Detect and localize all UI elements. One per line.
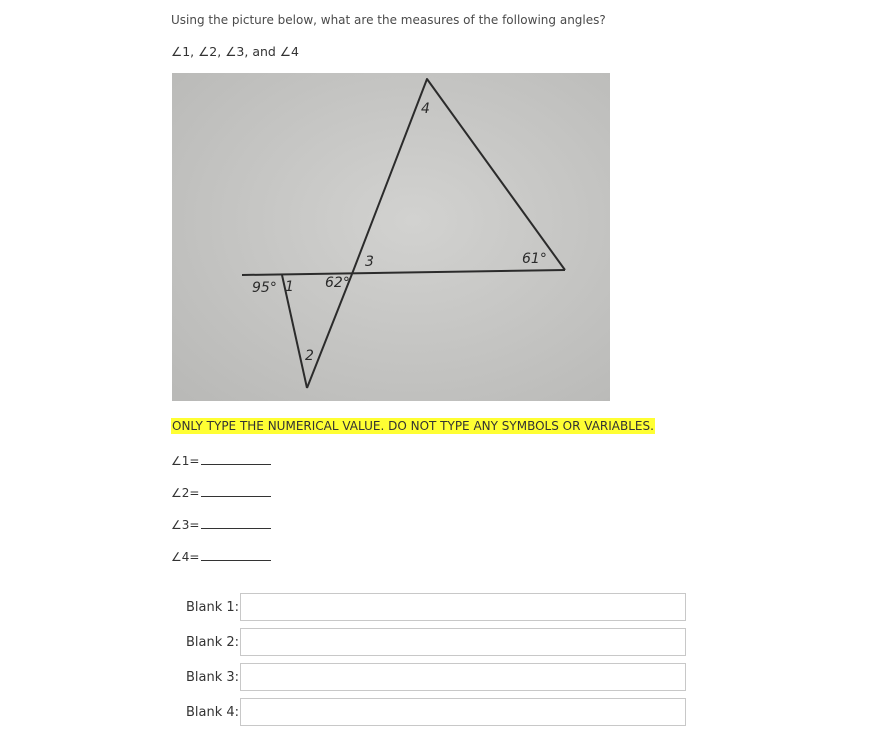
blank-label: Blank 2: bbox=[186, 635, 240, 650]
label-angle-3: 3 bbox=[365, 254, 374, 270]
blank-row-4 bbox=[186, 698, 688, 728]
blank-row-3 bbox=[186, 663, 688, 693]
blank-3-input[interactable] bbox=[240, 663, 686, 691]
answer-underline bbox=[201, 485, 271, 497]
figure-svg bbox=[172, 73, 610, 401]
answer-underline bbox=[201, 517, 271, 529]
blank-row-1 bbox=[186, 593, 688, 623]
blank-row-2 bbox=[186, 628, 688, 658]
blank-2-input[interactable] bbox=[240, 628, 686, 656]
question-prompt: Using the picture below, what are the measures of the following angles? bbox=[171, 13, 606, 27]
answer-underline bbox=[201, 549, 271, 561]
label-95: 95° bbox=[252, 280, 277, 296]
label-61: 61° bbox=[522, 251, 547, 267]
angle-prompt-4 bbox=[171, 549, 271, 564]
answer-underline bbox=[201, 453, 271, 465]
blank-label: Blank 3: bbox=[186, 670, 240, 685]
geometry-figure bbox=[172, 73, 610, 401]
paper-background bbox=[172, 73, 610, 401]
angle-prompt-label: ∠2= bbox=[171, 486, 200, 500]
label-angle-1: 1 bbox=[285, 279, 294, 295]
label-62: 62° bbox=[325, 275, 350, 291]
label-angle-4: 4 bbox=[421, 101, 430, 117]
angle-prompt-2 bbox=[171, 485, 271, 500]
angle-prompt-label: ∠1= bbox=[171, 454, 200, 468]
angle-prompt-3 bbox=[171, 517, 271, 532]
instruction-highlight: ONLY TYPE THE NUMERICAL VALUE. DO NOT TYPE ANY SYMBOLS OR VARIABLES. bbox=[172, 419, 654, 433]
blank-label: Blank 1: bbox=[186, 600, 240, 615]
angle-prompt-label: ∠3= bbox=[171, 518, 200, 532]
blank-4-input[interactable] bbox=[240, 698, 686, 726]
label-angle-2: 2 bbox=[305, 348, 314, 364]
angle-prompt-1 bbox=[171, 453, 271, 468]
angle-prompt-label: ∠4= bbox=[171, 550, 200, 564]
blank-1-input[interactable] bbox=[240, 593, 686, 621]
blank-label: Blank 4: bbox=[186, 705, 240, 720]
angle-list: ∠1, ∠2, ∠3, and ∠4 bbox=[171, 44, 299, 59]
